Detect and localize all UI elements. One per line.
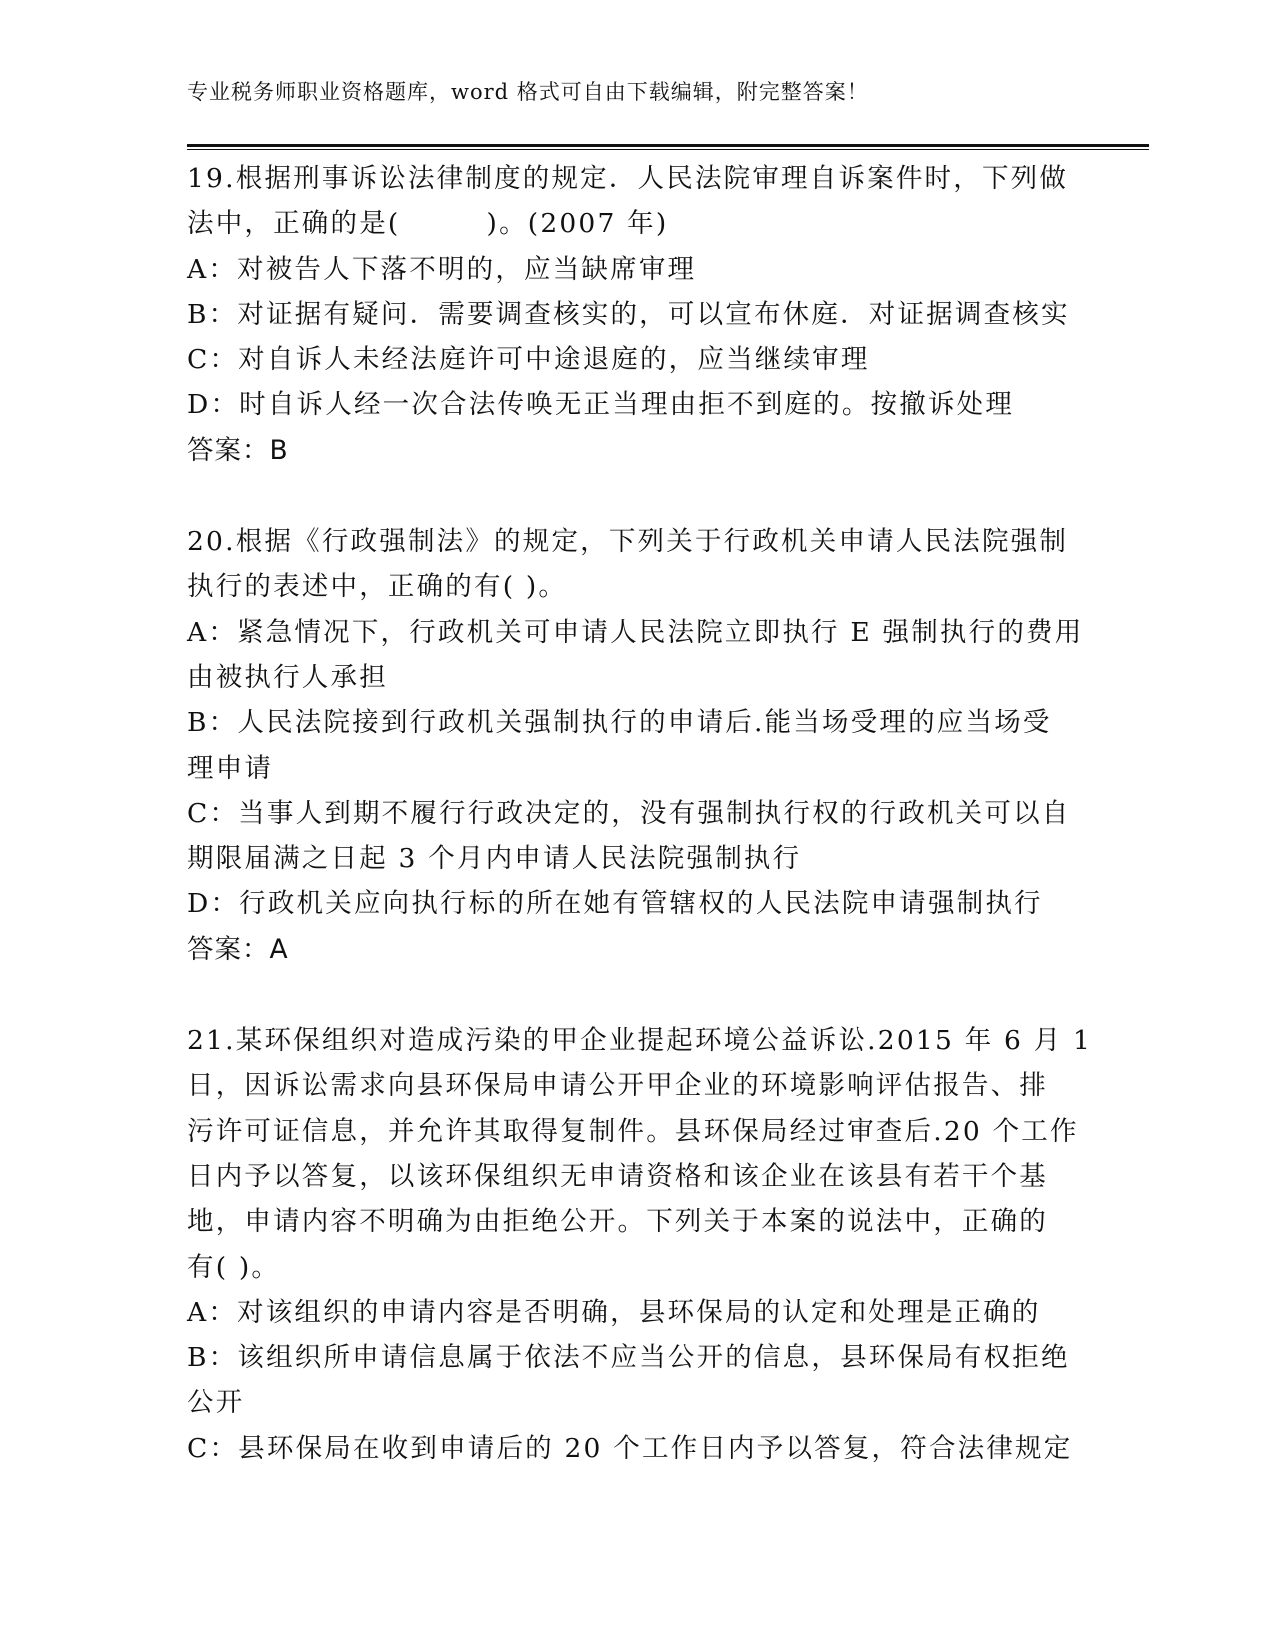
question-stem-line: 执行的表述中，正确的有( )。 xyxy=(187,571,568,603)
question-19 xyxy=(187,156,1087,473)
option-b-continued: 公开 xyxy=(187,1387,245,1419)
question-stem-line: 有( )。 xyxy=(187,1251,281,1283)
question-list xyxy=(187,156,1093,1471)
option-c-continued: 期限届满之日起 3 个月内申请人民法院强制执行 xyxy=(187,843,802,875)
question-stem-line: 地，申请内容不明确为由拒绝公开。下列关于本案的说法中，正确的 xyxy=(187,1206,1048,1238)
question-stem-line: 日内予以答复，以该环保组织无申请资格和该企业在该县有若干个基 xyxy=(187,1160,1048,1192)
question-spacer xyxy=(187,972,1087,1018)
option-a: A：对该组织的申请内容是否明确，县环保局的认定和处理是正确的 xyxy=(187,1296,1041,1328)
answer-label: 答案：B xyxy=(187,434,289,466)
question-spacer xyxy=(187,473,1087,519)
option-b: B：人民法院接到行政机关强制执行的申请后.能当场受理的应当场受 xyxy=(187,707,1052,739)
question-20 xyxy=(187,519,1087,972)
option-a: A：对被告人下落不明的，应当缺席审理 xyxy=(187,253,697,285)
question-stem-line: 20.根据《行政强制法》的规定，下列关于行政机关申请人民法院强制 xyxy=(187,526,1069,558)
option-c: C：县环保局在收到申请后的 20 个工作日内予以答复，符合法律规定 xyxy=(187,1432,1073,1464)
question-stem-line: 法中，正确的是( )。(2007 年) xyxy=(187,208,669,240)
option-c: C：当事人到期不履行行政决定的，没有强制执行权的行政机关可以自 xyxy=(187,797,1071,829)
answer-label: 答案：A xyxy=(187,933,289,965)
question-stem-line: 日，因诉讼需求向县环保局申请公开甲企业的环境影响评估报告、排 xyxy=(187,1070,1048,1102)
question-stem-line: 污许可证信息，并允许其取得复制件。县环保局经过审查后.20 个工作 xyxy=(187,1115,1079,1147)
option-d: D：时自诉人经一次合法传唤无正当理由拒不到庭的。按撤诉处理 xyxy=(187,389,1015,421)
question-stem-line: 21.某环保组织对造成污染的甲企业提起环境公益诉讼.2015 年 6 月 1 xyxy=(187,1025,1093,1057)
option-b: B：该组织所申请信息属于依法不应当公开的信息，县环保局有权拒绝 xyxy=(187,1342,1070,1374)
option-c: C：对自诉人未经法庭许可中途退庭的，应当继续审理 xyxy=(187,344,870,376)
header-divider-thin xyxy=(187,149,1149,150)
question-21 xyxy=(187,1018,1093,1471)
option-b-continued: 理申请 xyxy=(187,752,274,784)
option-a: A：紧急情况下，行政机关可申请人民法院立即执行 E 强制执行的费用 xyxy=(187,616,1084,648)
option-a-continued: 由被执行人承担 xyxy=(187,661,388,693)
option-b: B：对证据有疑问．需要调查核实的，可以宣布休庭．对证据调查核实 xyxy=(187,298,1070,330)
header-divider-thick xyxy=(187,144,1149,147)
question-stem-line: 19.根据刑事诉讼法律制度的规定．人民法院审理自诉案件时，下列做 xyxy=(187,163,1069,194)
option-d: D：行政机关应向执行标的所在她有管辖权的人民法院申请强制执行 xyxy=(187,888,1043,920)
page-header-text: 专业税务师职业资格题库，word 格式可自由下载编辑，附完整答案！ xyxy=(187,80,869,104)
